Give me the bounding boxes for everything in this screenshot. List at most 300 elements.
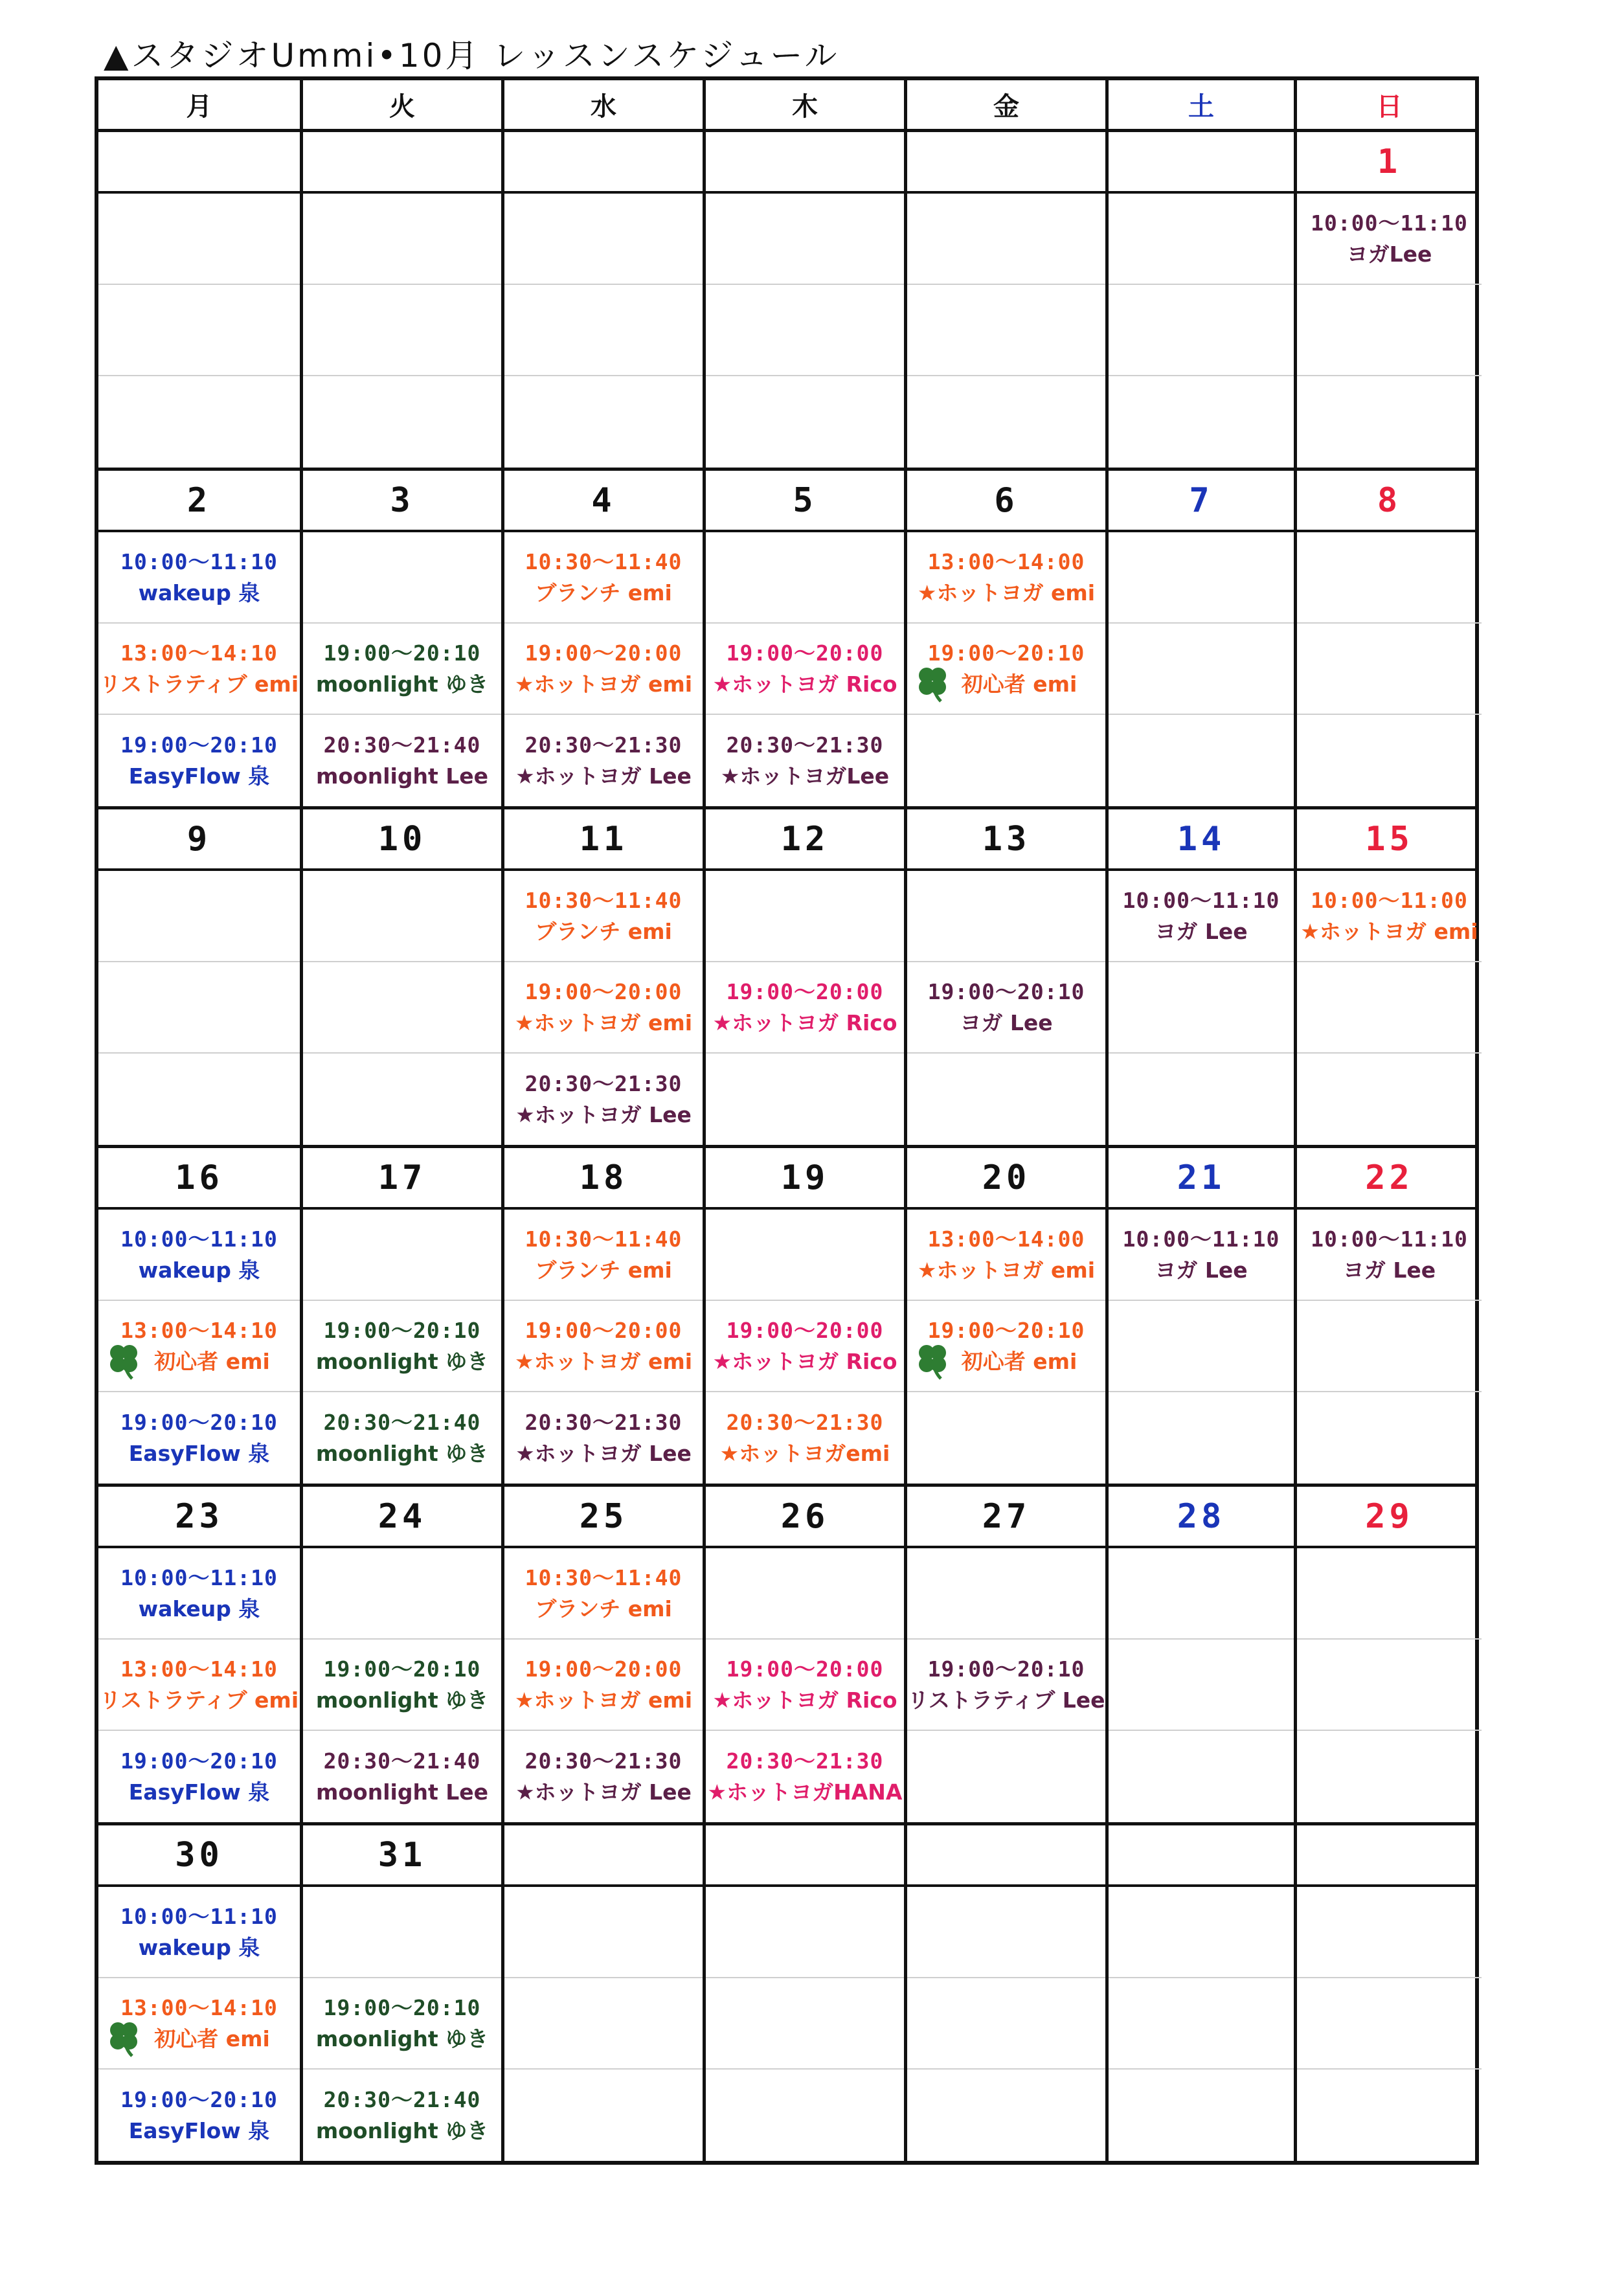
day-cell xyxy=(1294,871,1482,1145)
empty-slot xyxy=(1297,1392,1482,1484)
empty-slot xyxy=(907,715,1105,806)
clover-icon xyxy=(104,1341,144,1381)
lesson-name: EasyFlow 泉 xyxy=(128,763,270,789)
lesson-slot xyxy=(1297,194,1482,285)
empty-slot xyxy=(98,285,300,376)
day-cell xyxy=(501,871,703,1145)
day-cell xyxy=(703,194,904,468)
empty-slot xyxy=(1297,1054,1482,1145)
lesson-slot xyxy=(907,1640,1105,1731)
calendar-grid xyxy=(95,76,1479,2165)
lesson-slot xyxy=(98,715,300,806)
empty-slot xyxy=(907,376,1105,468)
date-number xyxy=(98,132,300,191)
day-cell xyxy=(1105,871,1294,1145)
date-number: 2 xyxy=(186,480,212,520)
lesson-time: 19:00～20:00 xyxy=(524,1317,682,1343)
lesson-name: 初心者 emi xyxy=(961,1348,1077,1374)
lesson-slot xyxy=(98,1887,300,1978)
empty-slot xyxy=(706,2070,904,2161)
lesson-slot xyxy=(98,1640,300,1731)
empty-slot xyxy=(706,376,904,468)
lesson-time: 19:00～20:10 xyxy=(120,1748,278,1774)
lesson-slot xyxy=(706,715,904,806)
lesson-name: ★ホットヨガ Rico xyxy=(712,1687,897,1713)
empty-slot xyxy=(303,532,501,624)
lesson-name: ヨガ Lee xyxy=(1342,1257,1436,1283)
empty-slot xyxy=(907,194,1105,285)
lesson-slot xyxy=(303,715,501,806)
empty-slot xyxy=(1109,376,1294,468)
empty-slot xyxy=(303,376,501,468)
date-number xyxy=(300,132,501,191)
day-cell xyxy=(98,194,300,468)
lesson-name: リストラティブ Lee xyxy=(907,1687,1105,1713)
date-row xyxy=(98,1487,1475,1548)
lesson-slot xyxy=(98,1731,300,1822)
lesson-slot xyxy=(504,962,703,1054)
lesson-slot xyxy=(98,1548,300,1640)
lesson-slot xyxy=(706,1301,904,1392)
lesson-time: 10:00～11:00 xyxy=(1311,887,1468,913)
lesson-name: wakeup 泉 xyxy=(138,580,260,605)
weekday-label: 火 xyxy=(300,80,501,129)
lesson-time: 20:30～21:40 xyxy=(323,732,481,758)
lesson-slot xyxy=(1109,871,1294,962)
empty-slot xyxy=(907,1731,1105,1822)
day-cell xyxy=(1294,532,1482,806)
lesson-name: ブランチ emi xyxy=(535,1596,672,1621)
empty-slot xyxy=(1109,194,1294,285)
day-cell xyxy=(1294,1548,1482,1822)
date-number: 15 xyxy=(1294,809,1482,868)
empty-slot xyxy=(907,1392,1105,1484)
empty-slot xyxy=(1109,1731,1294,1822)
empty-slot xyxy=(907,1548,1105,1640)
lesson-slot xyxy=(1297,871,1482,962)
lesson-name: ★ホットヨガ Lee xyxy=(515,1101,692,1127)
lesson-name: moonlight ゆき xyxy=(315,671,489,697)
date-number: 4 xyxy=(501,471,703,530)
empty-slot xyxy=(1109,715,1294,806)
lesson-time: 19:00～20:10 xyxy=(323,1317,481,1343)
day-cell xyxy=(501,532,703,806)
day-cell xyxy=(703,1548,904,1822)
date-number: 28 xyxy=(1105,1487,1294,1546)
lesson-name: ブランチ emi xyxy=(535,1257,672,1283)
day-cell xyxy=(1105,1210,1294,1484)
day-cell xyxy=(1294,194,1482,468)
empty-slot xyxy=(1297,962,1482,1054)
lesson-time: 13:00～14:10 xyxy=(120,640,278,666)
empty-slot xyxy=(504,285,703,376)
lesson-name: EasyFlow 泉 xyxy=(128,1779,270,1805)
lesson-slot xyxy=(303,1731,501,1822)
lesson-slot xyxy=(303,624,501,715)
empty-slot xyxy=(1109,532,1294,624)
calendar-week xyxy=(98,132,1475,471)
date-number: 24 xyxy=(300,1487,501,1546)
lesson-slot xyxy=(98,1301,300,1392)
date-number: 31 xyxy=(300,1825,501,1884)
empty-slot xyxy=(706,1548,904,1640)
day-cell xyxy=(703,532,904,806)
empty-slot xyxy=(504,376,703,468)
lesson-time: 10:00～11:10 xyxy=(1122,1226,1280,1252)
lesson-time: 19:00～20:10 xyxy=(120,1409,278,1435)
day-cell xyxy=(98,1548,300,1822)
weekday-label: 木 xyxy=(703,80,904,129)
day-cell xyxy=(300,1210,501,1484)
day-cell xyxy=(904,1887,1105,2161)
day-cell xyxy=(904,1548,1105,1822)
date-number xyxy=(1105,132,1294,191)
date-number: 16 xyxy=(175,1158,223,1197)
day-cell xyxy=(501,1548,703,1822)
date-number: 23 xyxy=(175,1496,223,1536)
lesson-slot xyxy=(706,624,904,715)
weekday-label: 日 xyxy=(1294,80,1482,129)
lesson-name: ★ホットヨガ Lee xyxy=(515,763,692,789)
date-number: 14 xyxy=(1105,809,1294,868)
lesson-name: ★ホットヨガ Rico xyxy=(712,1010,897,1035)
empty-slot xyxy=(1109,1054,1294,1145)
empty-slot xyxy=(303,1548,501,1640)
lesson-time: 13:00～14:00 xyxy=(927,548,1085,574)
empty-slot xyxy=(303,285,501,376)
lesson-time: 19:00～20:00 xyxy=(726,978,884,1004)
lesson-time: 13:00～14:10 xyxy=(120,1317,278,1343)
lesson-slot xyxy=(907,532,1105,624)
date-row xyxy=(98,1148,1475,1210)
day-cell xyxy=(98,1210,300,1484)
date-number: 13 xyxy=(904,809,1105,868)
lesson-name: wakeup 泉 xyxy=(138,1596,260,1621)
day-cell xyxy=(501,194,703,468)
lesson-time: 19:00～20:10 xyxy=(323,640,481,666)
empty-slot xyxy=(1109,1392,1294,1484)
lesson-slot xyxy=(504,871,703,962)
empty-slot xyxy=(98,1054,300,1145)
day-cell xyxy=(300,1887,501,2161)
lesson-time: 19:00～20:10 xyxy=(927,978,1085,1004)
lesson-name: moonlight ゆき xyxy=(315,1440,489,1466)
lesson-slot xyxy=(303,1640,501,1731)
calendar-week xyxy=(98,809,1478,1148)
lesson-time: 20:30～21:30 xyxy=(524,1409,682,1435)
empty-slot xyxy=(1297,285,1482,376)
date-number: 12 xyxy=(703,809,904,868)
date-number: 8 xyxy=(1294,471,1482,530)
date-row xyxy=(98,471,1475,532)
lesson-slot xyxy=(504,715,703,806)
lesson-slot xyxy=(504,1640,703,1731)
date-number: 9 xyxy=(186,819,212,859)
day-cell xyxy=(300,871,501,1145)
date-number: 10 xyxy=(300,809,501,868)
empty-slot xyxy=(504,1978,703,2070)
empty-slot xyxy=(1297,1640,1482,1731)
empty-slot xyxy=(1109,962,1294,1054)
lesson-time: 10:30～11:40 xyxy=(524,548,682,574)
day-cell xyxy=(300,532,501,806)
calendar-weeks xyxy=(98,132,1478,2161)
date-number: 21 xyxy=(1105,1148,1294,1207)
lesson-slot xyxy=(98,1210,300,1301)
empty-slot xyxy=(1297,715,1482,806)
empty-slot xyxy=(706,532,904,624)
lesson-time: 19:00～20:10 xyxy=(927,1317,1085,1343)
lesson-name: moonlight ゆき xyxy=(315,2117,489,2143)
lesson-time: 19:00～20:00 xyxy=(524,978,682,1004)
empty-slot xyxy=(1109,285,1294,376)
empty-slot xyxy=(1109,1887,1294,1978)
lesson-time: 19:00～20:10 xyxy=(323,1656,481,1682)
lesson-name: moonlight ゆき xyxy=(315,1348,489,1374)
day-cell xyxy=(1294,1887,1482,2161)
lesson-slot xyxy=(907,1210,1105,1301)
lesson-time: 19:00～20:00 xyxy=(726,1656,884,1682)
day-cell xyxy=(703,871,904,1145)
clover-icon xyxy=(912,664,953,704)
day-cell xyxy=(904,1210,1105,1484)
lesson-name: ★ホットヨガ emi xyxy=(514,671,693,697)
weekday-header xyxy=(98,80,1475,132)
lesson-name: ブランチ emi xyxy=(535,918,672,944)
date-number xyxy=(501,132,703,191)
lesson-name: wakeup 泉 xyxy=(138,1934,260,1960)
lesson-name: ★ホットヨガ Lee xyxy=(515,1440,692,1466)
empty-slot xyxy=(1109,1301,1294,1392)
lesson-slot xyxy=(706,1731,904,1822)
lesson-time: 19:00～20:00 xyxy=(726,640,884,666)
lesson-slot xyxy=(706,1640,904,1731)
lesson-slot xyxy=(706,962,904,1054)
date-number: 11 xyxy=(501,809,703,868)
lesson-slot xyxy=(303,2070,501,2161)
empty-slot xyxy=(1109,1548,1294,1640)
lesson-slot xyxy=(303,1301,501,1392)
lesson-name: moonlight Lee xyxy=(315,763,488,789)
calendar-week xyxy=(98,471,1475,809)
lesson-time: 10:00～11:10 xyxy=(1311,1226,1468,1252)
lesson-name: ★ホットヨガ Lee xyxy=(515,1779,692,1805)
empty-slot xyxy=(303,871,501,962)
lesson-time: 13:00～14:10 xyxy=(120,1994,278,2020)
empty-slot xyxy=(907,285,1105,376)
empty-slot xyxy=(1297,2070,1482,2161)
empty-slot xyxy=(907,2070,1105,2161)
lesson-time: 10:00～11:10 xyxy=(120,1903,278,1929)
day-cell xyxy=(703,1210,904,1484)
lesson-slot xyxy=(98,532,300,624)
empty-slot xyxy=(706,871,904,962)
empty-slot xyxy=(1297,1887,1482,1978)
day-cell xyxy=(300,194,501,468)
lesson-slot xyxy=(98,1392,300,1484)
lesson-time: 10:30～11:40 xyxy=(524,887,682,913)
date-number: 25 xyxy=(501,1487,703,1546)
lesson-slot xyxy=(907,624,1105,715)
date-number: 6 xyxy=(904,471,1105,530)
lesson-time: 19:00～20:00 xyxy=(726,1317,884,1343)
date-number: 26 xyxy=(703,1487,904,1546)
lesson-name: ブランチ emi xyxy=(535,580,672,605)
day-cell xyxy=(904,871,1105,1145)
date-number xyxy=(1294,1825,1482,1884)
empty-slot xyxy=(303,1054,501,1145)
date-number xyxy=(1105,1825,1294,1884)
date-number xyxy=(904,1825,1105,1884)
lesson-slot xyxy=(98,1978,300,2070)
date-number: 19 xyxy=(703,1148,904,1207)
lesson-time: 13:00～14:00 xyxy=(927,1226,1085,1252)
lesson-name: ★ホットヨガ emi xyxy=(917,580,1096,605)
day-cell xyxy=(1105,1887,1294,2161)
day-cell xyxy=(501,1210,703,1484)
date-number: 18 xyxy=(501,1148,703,1207)
date-number: 1 xyxy=(1294,132,1482,191)
lesson-name: EasyFlow 泉 xyxy=(128,2117,270,2143)
day-cell xyxy=(300,1548,501,1822)
date-number: 7 xyxy=(1105,471,1294,530)
lesson-name: 初心者 emi xyxy=(154,2026,270,2051)
lesson-name: ★ホットヨガ emi xyxy=(514,1348,693,1374)
empty-slot xyxy=(504,2070,703,2161)
lesson-time: 20:30～21:30 xyxy=(726,732,884,758)
lesson-name: ★ホットヨガLee xyxy=(720,763,890,789)
lesson-slot xyxy=(907,1301,1105,1392)
calendar-week xyxy=(98,1148,1475,1487)
empty-slot xyxy=(303,1887,501,1978)
lesson-name: ★ホットヨガHANA xyxy=(707,1779,903,1805)
empty-slot xyxy=(1297,624,1482,715)
empty-slot xyxy=(706,1978,904,2070)
lesson-name: ヨガ Lee xyxy=(1155,918,1248,944)
date-number xyxy=(703,132,904,191)
lesson-slot xyxy=(303,1978,501,2070)
lesson-time: 19:00～20:10 xyxy=(927,640,1085,666)
lesson-time: 20:30～21:40 xyxy=(323,1409,481,1435)
lesson-time: 10:30～11:40 xyxy=(524,1564,682,1590)
empty-slot xyxy=(1297,1978,1482,2070)
lesson-name: ヨガ Lee xyxy=(960,1010,1053,1035)
lesson-time: 20:30～21:40 xyxy=(323,2086,481,2112)
lesson-name: 初心者 emi xyxy=(961,671,1077,697)
lesson-name: moonlight ゆき xyxy=(315,2026,489,2051)
empty-slot xyxy=(1109,1978,1294,2070)
lesson-name: ★ホットヨガ emi xyxy=(917,1257,1096,1283)
lesson-name: moonlight Lee xyxy=(315,1779,488,1805)
lesson-time: 19:00～20:10 xyxy=(120,732,278,758)
lesson-time: 19:00～20:00 xyxy=(524,1656,682,1682)
empty-slot xyxy=(1297,532,1482,624)
lesson-time: 10:00～11:10 xyxy=(120,1564,278,1590)
lesson-slot xyxy=(504,1731,703,1822)
empty-slot xyxy=(98,871,300,962)
empty-slot xyxy=(1297,1301,1482,1392)
date-row xyxy=(98,132,1475,194)
lesson-time: 19:00～20:10 xyxy=(120,2086,278,2112)
lesson-time: 10:00～11:10 xyxy=(1311,210,1468,236)
empty-slot xyxy=(907,1054,1105,1145)
lesson-slot xyxy=(1109,1210,1294,1301)
empty-slot xyxy=(907,1978,1105,2070)
lesson-time: 10:30～11:40 xyxy=(524,1226,682,1252)
empty-slot xyxy=(907,871,1105,962)
lesson-name: ヨガLee xyxy=(1346,241,1432,267)
lesson-slot xyxy=(504,624,703,715)
lesson-slot xyxy=(504,532,703,624)
date-number: 29 xyxy=(1294,1487,1482,1546)
lesson-time: 20:30～21:30 xyxy=(726,1748,884,1774)
empty-slot xyxy=(303,962,501,1054)
lesson-time: 20:30～21:30 xyxy=(524,732,682,758)
day-cell xyxy=(98,871,300,1145)
lesson-time: 20:30～21:30 xyxy=(524,1748,682,1774)
empty-slot xyxy=(706,194,904,285)
calendar-week xyxy=(98,1487,1475,1825)
date-number: 17 xyxy=(300,1148,501,1207)
empty-slot xyxy=(504,194,703,285)
day-cell xyxy=(904,194,1105,468)
page-title: ▲スタジオUmmi•10月 レッスンスケジュール xyxy=(104,37,840,74)
weekday-label: 水 xyxy=(501,80,703,129)
lesson-time: 20:30～21:30 xyxy=(726,1409,884,1435)
day-cell xyxy=(98,532,300,806)
lesson-name: ★ホットヨガ Rico xyxy=(712,1348,897,1374)
date-number xyxy=(703,1825,904,1884)
lesson-time: 20:30～21:30 xyxy=(524,1070,682,1096)
empty-slot xyxy=(1297,1731,1482,1822)
lesson-name: EasyFlow 泉 xyxy=(128,1440,270,1466)
day-cell xyxy=(98,1887,300,2161)
day-cell xyxy=(1294,1210,1482,1484)
lesson-name: ★ホットヨガ Rico xyxy=(712,671,897,697)
lesson-time: 19:00～20:10 xyxy=(323,1994,481,2020)
date-row xyxy=(98,1825,1475,1887)
lesson-slot xyxy=(303,1392,501,1484)
date-number xyxy=(501,1825,703,1884)
day-cell xyxy=(904,532,1105,806)
lesson-slot xyxy=(504,1210,703,1301)
date-number xyxy=(904,132,1105,191)
empty-slot xyxy=(98,962,300,1054)
lesson-name: ★ホットヨガemi xyxy=(719,1440,890,1466)
lesson-time: 10:00～11:10 xyxy=(120,1226,278,1252)
weekday-label: 金 xyxy=(904,80,1105,129)
lesson-time: 10:00～11:10 xyxy=(120,548,278,574)
date-number: 5 xyxy=(703,471,904,530)
lesson-slot xyxy=(706,1392,904,1484)
lesson-slot xyxy=(504,1548,703,1640)
lesson-slot xyxy=(907,962,1105,1054)
empty-slot xyxy=(1297,1548,1482,1640)
lesson-name: ★ホットヨガ emi xyxy=(514,1687,693,1713)
lesson-name: ★ホットヨガ emi xyxy=(514,1010,693,1035)
day-cell xyxy=(1105,1548,1294,1822)
date-number: 30 xyxy=(175,1835,223,1875)
lesson-name: moonlight ゆき xyxy=(315,1687,489,1713)
clover-icon xyxy=(912,1341,953,1381)
weekday-label: 土 xyxy=(1105,80,1294,129)
empty-slot xyxy=(303,1210,501,1301)
empty-slot xyxy=(1109,624,1294,715)
clover-icon xyxy=(104,2018,144,2059)
lesson-time: 10:00～11:10 xyxy=(1122,887,1280,913)
empty-slot xyxy=(706,285,904,376)
lesson-name: リストラティブ emi xyxy=(99,1687,299,1713)
